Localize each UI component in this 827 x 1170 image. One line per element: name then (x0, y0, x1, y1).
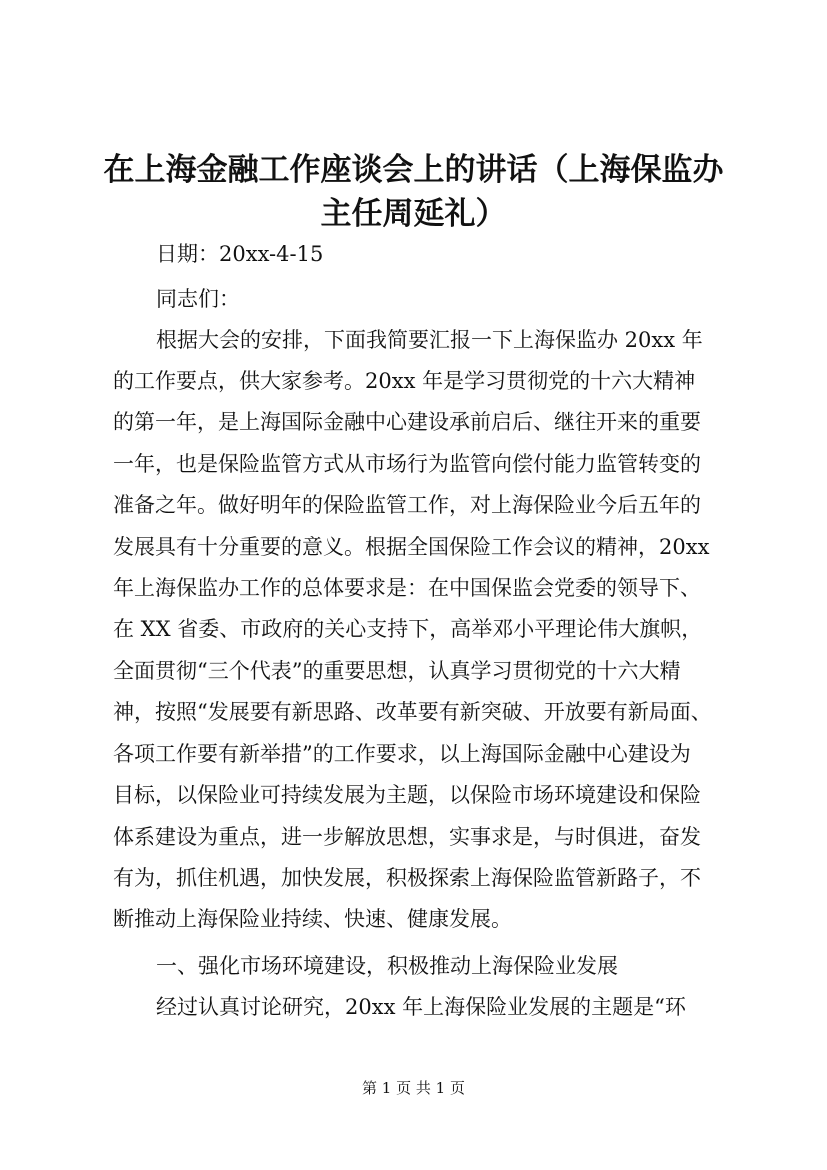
paragraph-line: 断推动上海保险业持续、快速、健康发展。 (113, 907, 512, 931)
paragraph-line: 全面贯彻“三个代表”的重要思想，认真学习贯彻党的十六大精 (113, 659, 681, 683)
page-footer: 第 1 页 共 1 页 (362, 1079, 465, 1097)
document-title (100, 148, 727, 236)
paragraph-line: 有为，抓住机遇，加快发展，积极探索上海保险监管新路子，不 (113, 866, 701, 890)
paragraph-line: 目标，以保险业可持续发展为主题，以保险市场环境建设和保险 (113, 783, 701, 807)
paragraph-line: 的第一年，是上海国际金融中心建设承前启后、继往开来的重要 (113, 410, 701, 434)
paragraph-line: 神，按照“发展要有新思路、改革要有新突破、开放要有新局面、 (113, 700, 712, 724)
paragraph-line: 根据大会的安排，下面我简要汇报一下上海保监办 20xx 年 (156, 328, 703, 352)
date-line: 日期：20xx-4-15 (156, 242, 324, 266)
title-line-2: 主任周延礼） (320, 196, 507, 232)
paragraph-line: 体系建设为重点，进一步解放思想，实事求是，与时俱进，奋发 (113, 825, 701, 849)
paragraph-line: 发展具有十分重要的意义。根据全国保险工作会议的精神，20xx (113, 535, 710, 559)
title-line-1: 在上海金融工作座谈会上的讲话（上海保监办 (103, 152, 724, 188)
paragraph-line: 的工作要点，供大家参考。20xx 年是学习贯彻党的十六大精神 (113, 369, 696, 393)
section-heading: 一、强化市场环境建设，积极推动上海保险业发展 (156, 954, 618, 978)
paragraph-line: 准备之年。做好明年的保险监管工作，对上海保险业今后五年的 (113, 493, 701, 517)
salutation: 同志们： (156, 287, 240, 311)
paragraph-line: 经过认真讨论研究，20xx 年上海保险业发展的主题是“环 (156, 995, 686, 1019)
paragraph-line: 在 XX 省委、市政府的关心支持下，高举邓小平理论伟大旗帜， (113, 617, 703, 641)
paragraph-line: 年上海保监办工作的总体要求是：在中国保监会党委的领导下、 (113, 576, 701, 600)
paragraph-line: 一年，也是保险监管方式从市场行为监管向偿付能力监管转变的 (113, 452, 701, 476)
paragraph-line: 各项工作要有新举措”的工作要求，以上海国际金融中心建设为 (113, 742, 691, 766)
